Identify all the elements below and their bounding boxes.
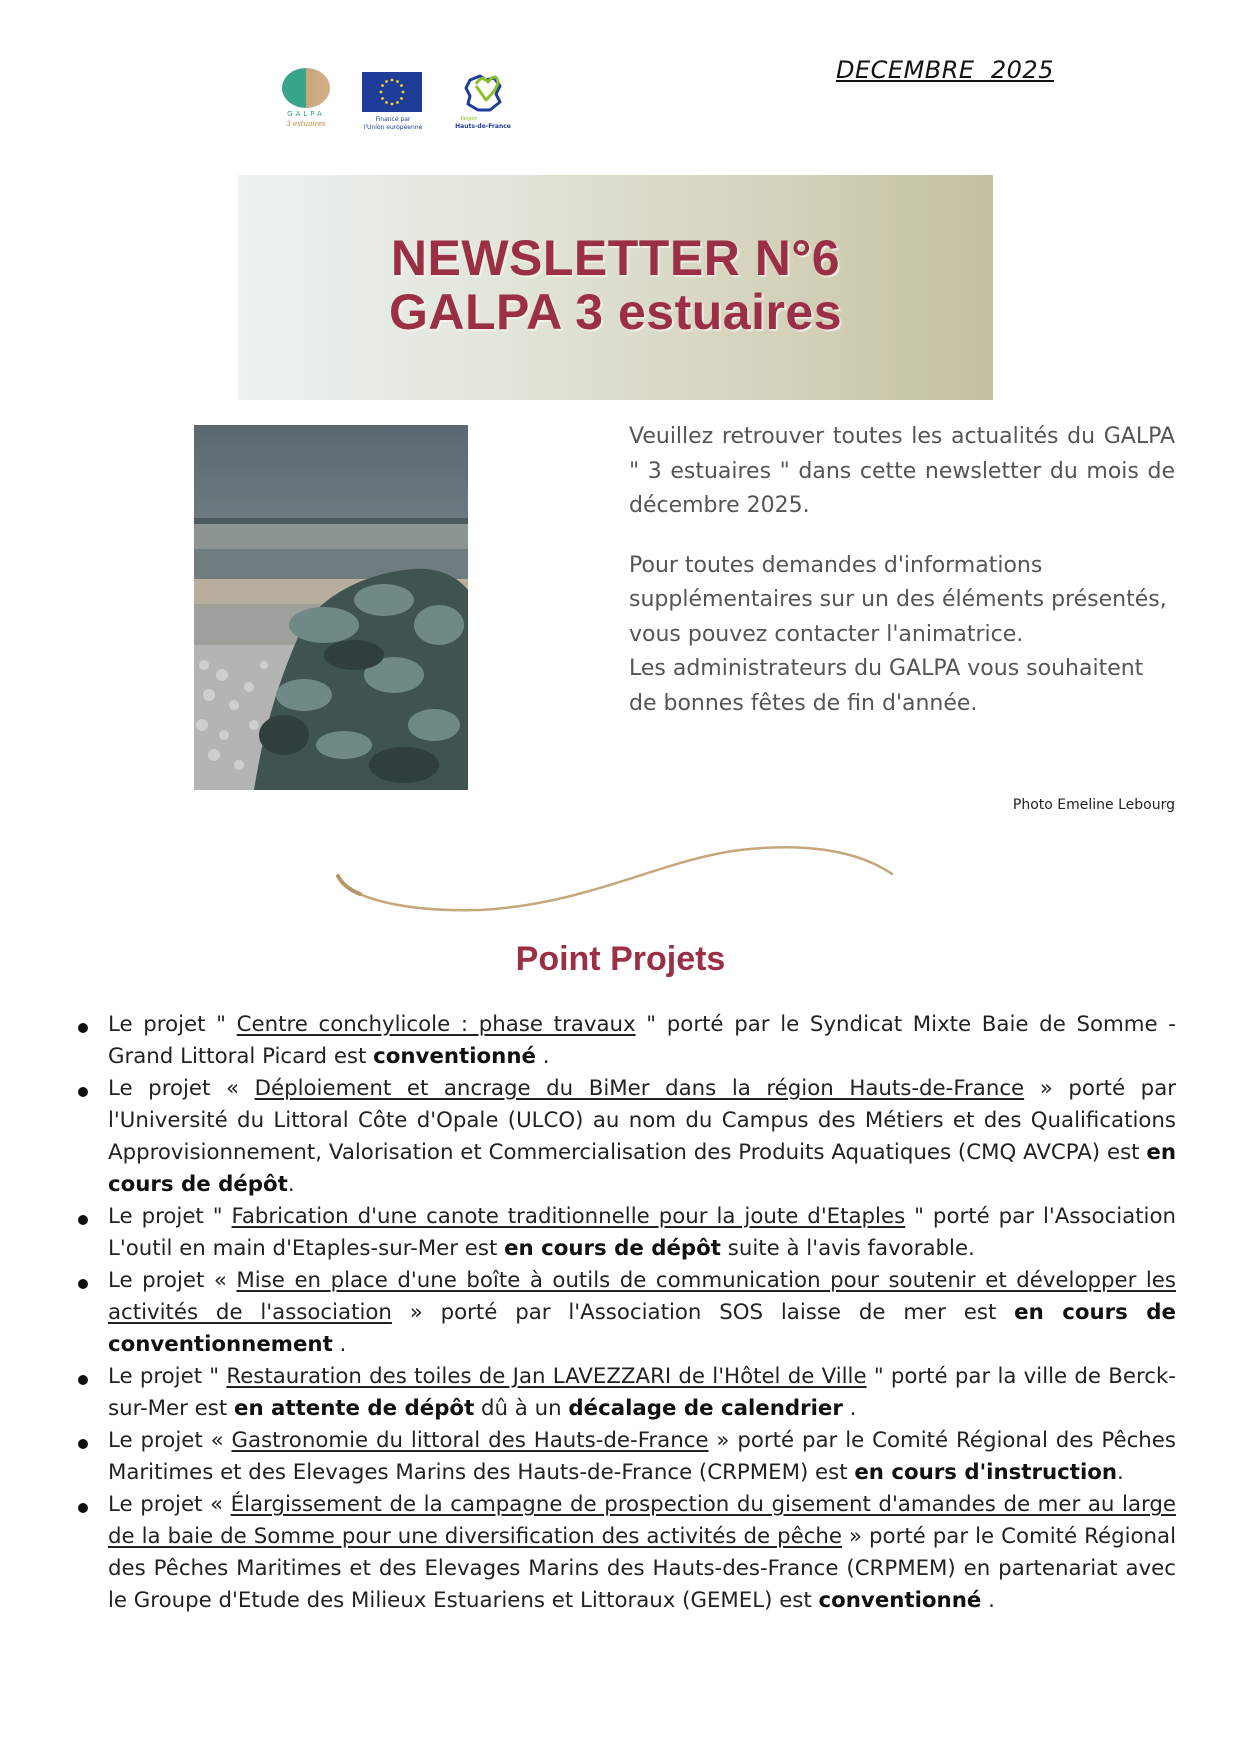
project-title-link[interactable]: Déploiement et ancrage du BiMer dans la région Hauts-de-France — [254, 1076, 1025, 1101]
project-status: conventionné — [373, 1044, 536, 1069]
project-title-link[interactable]: Mise en place d'une boîte à outils de communication pour soutenir et développer les activités de l'association — [108, 1268, 1177, 1325]
list-item: Le projet " Fabrication d'une canote traditionnelle pour la joute d'Etaples " porté par l'Association L'outil en main d'Etaples-sur-Mer est en cours de dépôt suite à l'avis favorable. — [74, 1201, 1176, 1265]
project-title-link[interactable]: Restauration des toiles de Jan LAVEZZARI de l'Hôtel de Ville — [226, 1364, 867, 1389]
coastal-photo — [194, 425, 468, 790]
intro-paragraph: Veuillez retrouver toutes les actualités du GALPA " 3 estuaires " dans cette newsletter du mois de décembre 2025. — [629, 424, 1175, 518]
galpa-logo: GALPA 3 estuaires — [278, 68, 334, 140]
project-list — [74, 1009, 1176, 1617]
list-item: Le projet " Restauration des toiles de Jan LAVEZZARI de l'Hôtel de Ville " porté par la ville de Berck-sur-Mer est en attente de dépôt dû à un décalage de calendrier . — [74, 1361, 1176, 1425]
contact-paragraph: Pour toutes demandes d'informations supplémentaires sur un des éléments présentés, vous pouvez contacter l'animatrice. Les administrateurs du GALPA vous souhaitent de bonnes fêtes de fin d'année. — [629, 552, 1167, 716]
eu-flag-icon — [362, 72, 422, 112]
list-item: Le projet « Élargissement de la campagne de prospection du gisement d'amandes de mer au large de la baie de Somme pour une diversification des activités de pêche » porté par le Comité Régional des Pêches Maritimes et des Elevages Marins des Hauts-des-France (CRPMEM) en partenariat avec le Groupe d'Etude des Milieux Estuariens et Littoraux (GEMEL) est conventionné . — [74, 1489, 1176, 1617]
france-heart-icon — [462, 70, 504, 114]
eu-logo: Financé par l'Union européenne — [360, 72, 426, 138]
newsletter-banner — [238, 175, 993, 400]
list-item: Le projet « Mise en place d'une boîte à outils de communication pour soutenir et développer les activités de l'association » porté par l'Association SOS laisse de mer est en cours de conventionnement . — [74, 1265, 1176, 1361]
project-status-reason: décalage de calendrier — [568, 1396, 843, 1421]
project-status: en attente de dépôt — [234, 1396, 475, 1421]
galpa-logo-icon — [282, 68, 330, 108]
project-title-link[interactable]: Centre conchylicole : phase travaux — [236, 1012, 636, 1037]
project-status: en cours de dépôt — [108, 1140, 1176, 1197]
list-item: Le projet " Centre conchylicole : phase travaux " porté par le Syndicat Mixte Baie de Somme - Grand Littoral Picard est conventionné . — [74, 1009, 1176, 1073]
project-title-link[interactable]: Fabrication d'une canote traditionnelle pour la joute d'Etaples — [231, 1204, 906, 1229]
list-item: Le projet « Déploiement et ancrage du BiMer dans la région Hauts-de-France » porté par l'Université du Littoral Côte d'Opale (ULCO) au nom du Campus des Métiers et des Qualifications Approvisionnement, Valorisation et Commercialisation des Produits Aquatiques (CMQ AVCPA) est en cours de dépôt. — [74, 1073, 1176, 1201]
region-hauts-de-france-logo: Région Hauts-de-France — [450, 70, 516, 138]
photo-credit: Photo Emeline Lebourg — [1012, 797, 1175, 813]
section-title: Point Projets — [515, 940, 726, 978]
project-status: en cours de dépôt — [504, 1236, 721, 1261]
project-status: conventionné — [818, 1588, 982, 1613]
decorative-swoosh — [330, 840, 910, 920]
newsletter-title: NEWSLETTER N°6 GALPA 3 estuaires — [388, 230, 843, 340]
project-status: en cours de conventionnement — [108, 1300, 1176, 1357]
project-status: en cours d'instruction — [854, 1460, 1118, 1485]
newsletter-date: DECEMBRE 2025 — [836, 56, 1054, 84]
project-title-link[interactable]: Gastronomie du littoral des Hauts-de-France — [231, 1428, 709, 1453]
intro-text — [629, 420, 1175, 721]
list-item: Le projet « Gastronomie du littoral des Hauts-de-France » porté par le Comité Régional des Pêches Maritimes et des Elevages Marins des Hauts-de-France (CRPMEM) est en cours d'instruction. — [74, 1425, 1176, 1489]
project-title-link[interactable]: Élargissement de la campagne de prospection du gisement d'amandes de mer au large de la baie de Somme pour une diversification des activités de pêche — [108, 1492, 1177, 1549]
